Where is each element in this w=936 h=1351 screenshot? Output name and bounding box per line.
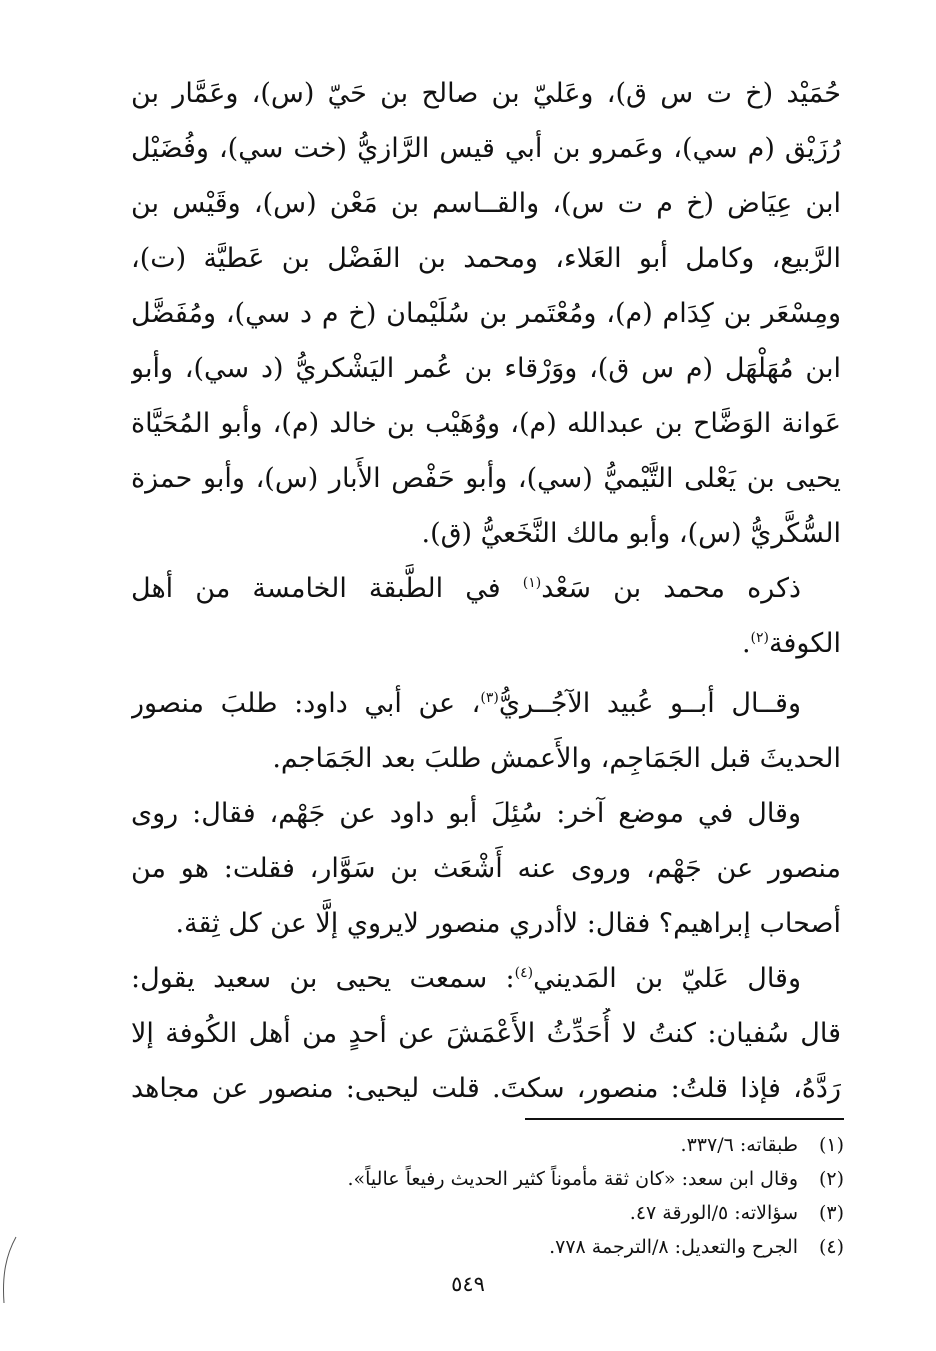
text-line-10	[131, 563, 841, 615]
footnote-number: (٣)	[818, 1202, 844, 1224]
text-line-14: وقال في موضع آخر: سُئِلَ أبو داود عن جَهْم، فقال: روى	[131, 798, 801, 829]
text-line-11	[131, 618, 841, 670]
scan-edge-mark	[0, 1235, 18, 1305]
footnote-divider	[525, 1118, 844, 1120]
text-line-13: الحديثَ قبل الجَمَاجِم، والأَعمش طلبَ بعد الجَمَاجم.	[272, 743, 841, 774]
footnote-ref-1: (١)	[522, 575, 542, 591]
ajurri-phrase: وقــال أبــو عُبيد الآجُــريُّ	[498, 688, 801, 719]
text-line-12	[131, 678, 841, 730]
footnote-number: (٢)	[818, 1168, 844, 1190]
footnote-text: وقال ابن سعد: «كان ثقة مأموناً كثير الحديث رفيعاً عالياً».	[347, 1168, 798, 1190]
kufa-word: الكوفة	[769, 628, 841, 659]
footnote-number: (٤)	[818, 1236, 844, 1258]
text-line-7: عَوانة الوَضَّاح بن عبدالله (م)، ووُهَيْب بن خالد (م)، وأبو المُحَيَّاة	[131, 408, 841, 439]
footnote-text: الجرح والتعديل: ٨/الترجمة ٧٧٨.	[549, 1236, 798, 1258]
text-line-17	[131, 953, 841, 1005]
yahya-phrase: : سمعت يحيى بن سعيد يقول:	[131, 963, 515, 994]
text-line-8: يحيى بن يَعْلى التَّيْميُّ (سي)، وأبو حَفْص الأَبار (س)، وأبو حمزة	[131, 463, 841, 494]
madini-phrase: وقال عَليّ بن المَديني	[533, 963, 801, 994]
footnote-ref-3: (٣)	[480, 690, 499, 706]
ibn-saad-phrase: ذكره محمد بن سَعْد	[541, 573, 801, 604]
footnote-1	[284, 1128, 844, 1162]
text-line-19: رَدَّهُ، فإذا قلتُ: منصور، سكتَ. قلت ليحيى: منصور عن مجاهد	[131, 1073, 841, 1104]
abu-dawud-phrase: ، عن أبي داود: طلبَ منصور	[131, 688, 481, 719]
footnote-ref-2: (٢)	[750, 630, 770, 646]
page-number: ٥٤٩	[451, 1272, 485, 1296]
text-line-2: رُزَيْق (م سي)، وعَمرو بن أبي قيس الرَّازيُّ (خت سي)، وفُضَيْل	[131, 133, 841, 164]
text-line-15: منصور عن جَهْم، وروى عنه أَشْعَث بن سَوَّار، فقلت: هو من	[131, 853, 841, 884]
text-line-5: ومِسْعَر بن كِدَام (م)، ومُعْتَمر بن سُلَيْمان (خ م د سي)، ومُفَضَّل	[131, 298, 841, 329]
text-line-18: قال سُفيان: كنتُ لا أُحَدِّثُ الأَعْمَشَ عن أحدٍ من أهل الكُوفة إلا	[131, 1018, 841, 1049]
period: .	[741, 628, 751, 659]
text-line-9: السُّكَّريُّ (س)، وأبو مالك النَّخَعيُّ (ق).	[421, 518, 841, 549]
footnote-text: طبقاته: ٣٣٧/٦.	[680, 1134, 798, 1156]
footnote-4	[284, 1230, 844, 1264]
text-line-3: ابن عِيَاض (خ م ت س)، والقــاسم بن مَعْن (س)، وقَيْس بن	[131, 188, 841, 219]
footnote-2	[284, 1162, 844, 1196]
footnote-number: (١)	[818, 1134, 844, 1156]
footnote-ref-4: (٤)	[514, 965, 534, 981]
text-line-6: ابن مُهَلْهَل (م س ق)، ووَرْقاء بن عُمر اليَشْكريُّ (د سي)، وأبو	[131, 353, 841, 384]
text-line-4: الرَّبيع، وكامل أبو العَلاء، ومحمد بن الفَضْل بن عَطيَّة (ت)،	[131, 243, 841, 274]
footnote-3	[284, 1196, 844, 1230]
text-line-16: أصحاب إبراهيم؟ فقال: لاأدري منصور لايروي إلَّا عن كل ثِقة.	[175, 908, 841, 939]
tabaqa-phrase: في الطَّبقة الخامسة من أهل	[131, 573, 501, 604]
text-line-1: حُمَيْد (خ ت س ق)، وعَليّ بن صالح بن حَيّ (س)، وعَمَّار بن	[131, 78, 841, 109]
footnote-text: سؤالاته: ٥/الورقة ٤٧.	[629, 1202, 798, 1224]
